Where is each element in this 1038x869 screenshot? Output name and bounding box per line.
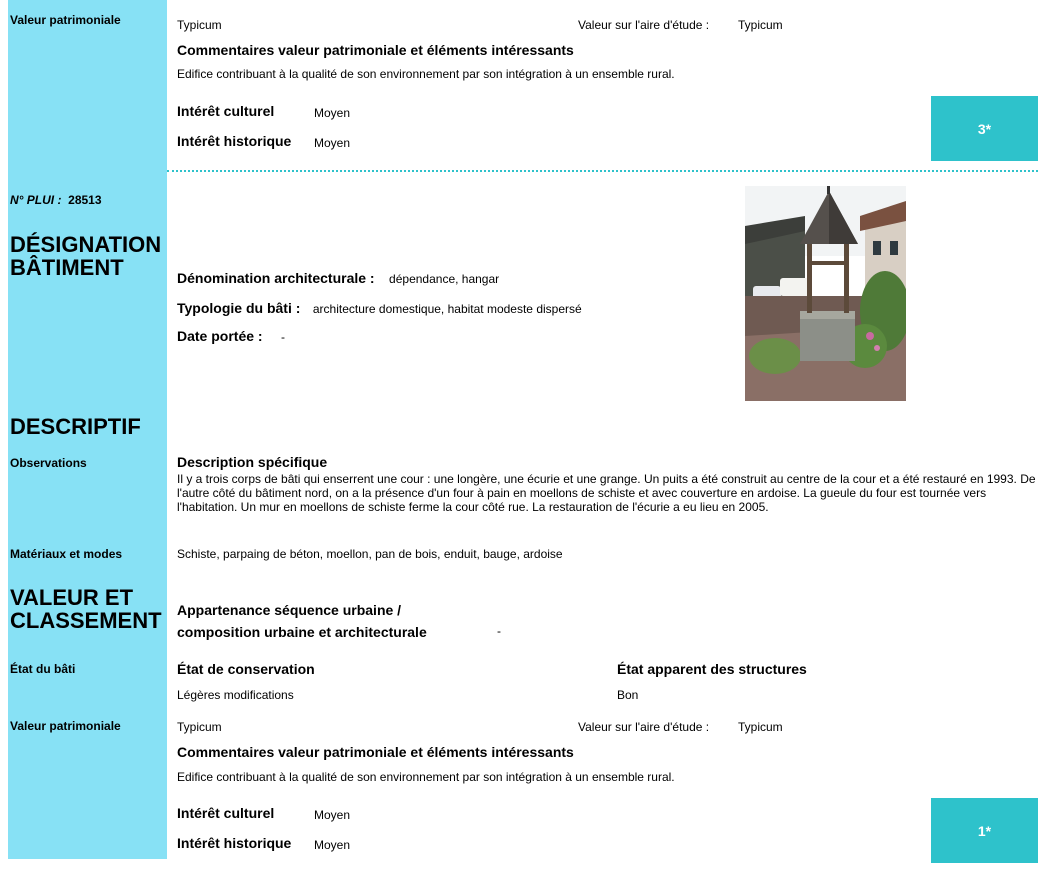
- denomination-value: dépendance, hangar: [389, 272, 500, 286]
- etat-apparent-value: Bon: [617, 688, 639, 702]
- materiaux-value: Schiste, parpaing de béton, moellon, pan de bois, enduit, bauge, ardoise: [177, 547, 563, 561]
- commentaires-label-top: Commentaires valeur patrimoniale et éléments intéressants: [177, 42, 574, 58]
- commentaires-label: Commentaires valeur patrimoniale et éléments intéressants: [177, 744, 574, 760]
- etat-apparent-label: État apparent des structures: [617, 661, 807, 677]
- etat-conservation-label: État de conservation: [177, 661, 315, 677]
- typologie-label: Typologie du bâti :: [177, 300, 301, 316]
- description-label: Description spécifique: [177, 454, 328, 470]
- date-value: -: [281, 330, 286, 344]
- well-photo: [745, 186, 906, 401]
- classement-badge-top: 3*: [931, 96, 1038, 161]
- commentaires-text: Edifice contribuant à la qualité de son environnement par son intégration à un ensemble rural.: [177, 770, 675, 784]
- aire-label: Valeur sur l'aire d'étude :: [578, 720, 710, 734]
- interet-historique-value: Moyen: [314, 838, 351, 852]
- etat-conservation-value: Légères modifications: [177, 688, 294, 702]
- valeur-patrimoniale-label: Valeur patrimoniale: [10, 719, 121, 733]
- interet-historique-label-top: Intérêt historique: [177, 133, 292, 149]
- plui-label: N° PLUI :: [10, 193, 62, 207]
- classement-badge: 1*: [931, 798, 1038, 863]
- aire-value: Typicum: [738, 720, 783, 734]
- plui-value: 28513: [68, 193, 102, 207]
- aire-label-top: Valeur sur l'aire d'étude :: [578, 18, 710, 32]
- observations-label: Observations: [10, 456, 87, 470]
- date-row: [177, 328, 285, 346]
- interet-historique-value-top: Moyen: [314, 136, 351, 150]
- etat-bati-label: État du bâti: [10, 662, 76, 676]
- description-text: Il y a trois corps de bâti qui enserrent une cour : une longère, une écurie et une grange. Un puits a été construit au centre de la cour et a été restauré en 1993. De l'autre côté du bâtiment nord, on a la présence d'un four à pain en moellons de schiste et avec couverture en ardoise. La gueule du four est tournée vers l'habitation. Un mur en moellons de schiste ferme la cour côté rue. La restauration de l'écurie a eu lieu en 2005.: [177, 472, 1036, 514]
- valeur-patrimoniale-label-top: Valeur patrimoniale: [10, 13, 121, 27]
- sequence-label-line1: Appartenance séquence urbaine /: [177, 602, 402, 618]
- aire-value-top: Typicum: [738, 18, 783, 32]
- sequence-label-line2: composition urbaine et architecturale: [177, 624, 427, 640]
- designation-heading: DÉSIGNATION BÂTIMENT: [10, 232, 162, 280]
- denomination-row: [177, 270, 499, 288]
- valeur-value: Typicum: [177, 720, 222, 734]
- denomination-label: Dénomination architecturale :: [177, 270, 375, 286]
- interet-culturel-value-top: Moyen: [314, 106, 351, 120]
- sequence-value: -: [497, 624, 501, 638]
- date-label: Date portée :: [177, 328, 263, 344]
- typologie-row: [177, 300, 582, 318]
- descriptif-heading: DESCRIPTIF: [10, 414, 141, 439]
- typologie-value: architecture domestique, habitat modeste dispersé: [312, 302, 582, 316]
- plui-row: [10, 193, 102, 207]
- valeur-value-top: Typicum: [177, 18, 222, 32]
- interet-culturel-label-top: Intérêt culturel: [177, 103, 275, 119]
- interet-culturel-label: Intérêt culturel: [177, 805, 275, 821]
- valeur-classement-heading: VALEUR ET CLASSEMENT: [10, 585, 162, 633]
- section-divider: [167, 170, 1038, 172]
- interet-culturel-value: Moyen: [314, 808, 351, 822]
- materiaux-label: Matériaux et modes: [10, 547, 123, 561]
- commentaires-text-top: Edifice contribuant à la qualité de son environnement par son intégration à un ensemble rural.: [177, 67, 675, 81]
- interet-historique-label: Intérêt historique: [177, 835, 292, 851]
